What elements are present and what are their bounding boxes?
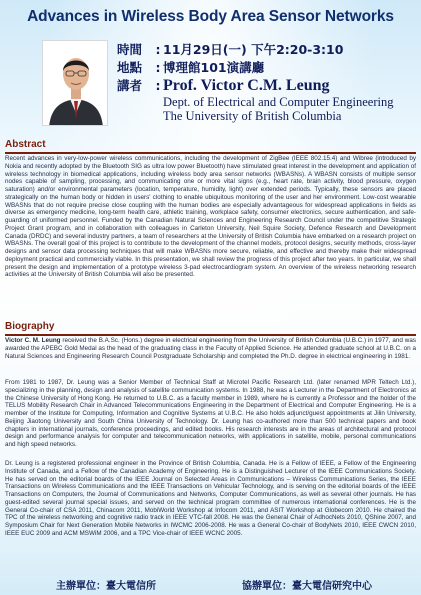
speaker-department: Dept. of Electrical and Computer Engineering: [163, 95, 394, 109]
speaker-university: The University of British Columbia: [163, 109, 342, 123]
place-row: [117, 59, 417, 77]
biography-heading: Biography: [5, 321, 55, 332]
place-colon: :: [155, 60, 161, 75]
speaker-photo: [42, 40, 108, 126]
speaker-label: 講者: [117, 78, 143, 93]
place-label: 地點: [117, 60, 143, 75]
biography-divider: [5, 334, 416, 336]
biography-paragraph-1: [5, 337, 416, 360]
abstract-heading: Abstract: [5, 139, 46, 150]
time-label: 時間: [117, 42, 143, 57]
host-organizer: 主辦單位：臺大電信所: [56, 581, 156, 592]
speaker-name: Prof. Victor C.M. Leung: [163, 77, 330, 94]
biography-paragraph-2: From 1981 to 1987, Dr. Leung was a Senior Member of Technical Staff at Microtel Pacific Research Ltd. (later renamed MPR Teltech Ltd.), specializing in the planning, design and analysis of satellite communication systems. In 1988, he was a Lecturer in the Department of Electronics at the Chinese University of Hong Kong. He returned to U.B.C. as a faculty member in 1989, where he is currently a Professor and the holder of the TELUS Mobility Research Chair in Advanced Telecommunications Engineering in the Department of Electrical and Computer Engineering. He is a member of the Institute for Computing, Information and Cognitive Systems at U.B.C. He also holds adjunct/guest appointments at Jilin University, Beijing Jiaotong University and South China University of Technology. Dr. Leung has co-authored more than 500 technical papers and book chapters in international journals, conference proceedings, and edited books. His research interests are in the areas of architectural and protocol design and performance analysis for computer and telecommunication networks, with applications in satellite, mobile, personal communications and high speed networks.: [5, 379, 416, 448]
speaker-row: [117, 77, 417, 95]
talk-info: [117, 41, 417, 123]
co-organizer: 協辦單位：臺大電信研究中心: [242, 581, 372, 592]
biography-paragraph-3: Dr. Leung is a registered professional engineer in the Province of British Columbia, Canada. He is a Fellow of IEEE, a Fellow of the Engineering Institute of Canada, and a Fellow of the Canadian Academy of Engineering. He is a Distinguished Lecturer of the IEEE Communications Society. He has served on the editorial boards of the IEEE Journal on Selected Areas in Communications – Wireless Communications Series, the IEEE Transactions on Wireless Communications and the IEEE Transactions on Vehicular Technology, and is serving on the editorial boards of the IEEE Transactions on Computers, the Journal of Communications and Networks, Computer Communications, as well as several other journals. He has guest-edited several journal special issues, and served on the technical program committee of numerous international conferences. He is the General Co-chair of CSA 2011, Chinacom 2011, MobiWorld Workshop at Infocom 2011, and ASIT Workshop at Globecom 2010. He chaired the TPC of the wireless networking and cognitive radio track in IEEE VTC-fall 2008. He was the General Chair of AdhocNets 2010, QShine 2007, and Symposium Chair for Next Generation Mobile Networks in IWCMC 2006-2008. He was a General Co-chair of BodyNets 2010, IEEE CWCN 2010, IEEE EUC 2009 and ACM MSWiM 2006, and a TPC Vice-chair of IEEE WCNC 2005.: [5, 460, 416, 537]
abstract-divider: [5, 152, 416, 154]
time-value: 11月29日(一) 下午2:20-3:10: [163, 42, 344, 57]
speaker-portrait-icon: [43, 41, 108, 126]
poster-title: Advances in Wireless Body Area Sensor Networks: [27, 8, 394, 25]
place-value: 博理館101演講廳: [163, 60, 265, 75]
time-colon: :: [155, 42, 161, 57]
time-row: [117, 41, 417, 59]
biography-speaker-name: Victor C. M. Leung: [5, 337, 61, 344]
abstract-text: Recent advances in very-low-power wireless communications, including the development of ZigBee (IEEE 802.15.4) and Wibree (introduced by Nokia and recently adopted by the Bluetooth SIG as ultra low power Bluetooth) have stimulated great interest in the development and application of wireless technology in biomedical applications, including wireless body area sensor networks (WBASNs). A WBASN consists of multiple sensor nodes capable of sampling, processing, and communicating one or more vital signs (e.g., heart rate, brain activity, blood pressure, oxygen saturation) and/or environmental parameters (location, temperature, humidity, light) over extended periods. Typically, these sensors are placed strategically on the human body or hidden in users' clothing to enable ubiquitous monitoring of the user and her environment. Low-cost wearable WBASNs that do not require precise close coupling with the human bodies are especially advantageous for widespread applications in fields as diverse as emergency medicine, long-term health care, athletic training, workplace safety, consumer electronics, secure authentication, and safe-guarding of uniformed personnel. Funded by the Canadian Natural Sciences and Engineering Research Council under the competitive Strategic Project Grant program, and in collaboration with colleagues in Carleton University, Neil Squire Society, Defence Research and Development Canada (DRDC) and several industry partners, a team of researchers at the University of British Columbia have embarked on a research project on WBASNs. The overall goal of this project is to contribute to the development of the channel models, protocol designs, security methods, cross-layer designs and sensor data processing techniques that will make WBASNs more secure, reliable, and effective and thereby make their widespread deployment practical and commercially viable. In this presentation, we shall review the progress of this project after two years. In particular, we shall present the design and implementation of a prototype wireless 3-pad electrocardiogram system. An overview of the wireless networking research activities at the University of British Columbia will also be presented.: [5, 155, 416, 279]
biography-paragraph-1-text: received the B.A.Sc. (Hons.) degree in electrical engineering from the University of British Columbia (U.B.C.) in 1977, and was awarded the APEBC Gold Medal as the head of the graduating class in the Faculty of Applied Science. He attended graduate school at U.B.C. on a Natural Sciences and Engineering Research Council Postgraduate Scholarship and completed the Ph.D. degree in electrical engineering in 1981.: [5, 337, 416, 360]
speaker-colon: :: [155, 78, 161, 93]
